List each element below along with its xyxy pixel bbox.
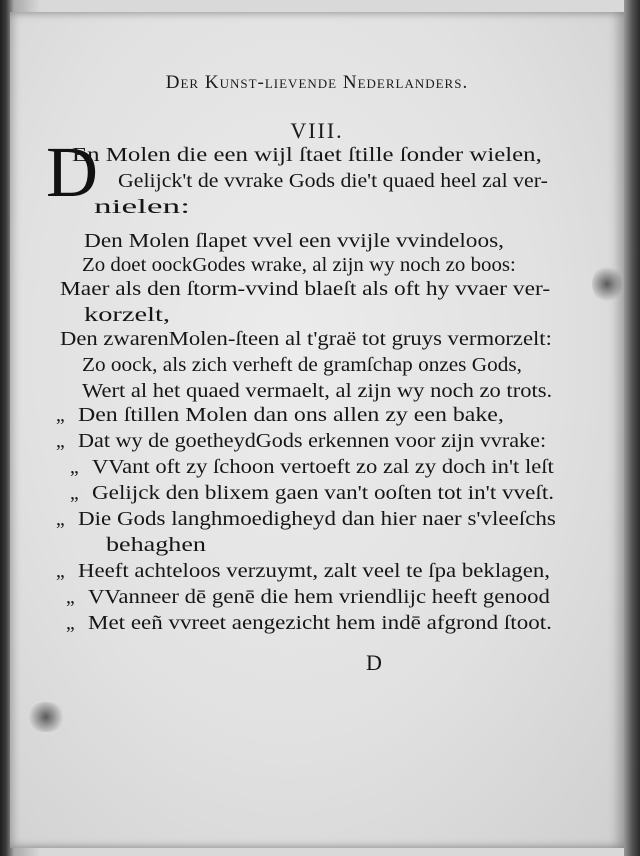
quote-mark: „ [70,457,79,478]
quote-mark: „ [70,483,79,504]
quote-mark: „ [56,561,65,582]
quote-mark: „ [66,587,75,608]
verse-line [66,612,552,636]
drop-cap: D [46,132,98,212]
verse-line [56,560,550,584]
verse-line-text: Met eeñ vvreet aengezicht hem indē afgrond ſtoot. [88,613,552,634]
verse-line-text: Den zwarenMolen-ſteen al t'graë tot gruys vermorzelt: [60,329,552,350]
verse-line [72,144,542,168]
verse-line-text: korzelt, [84,305,170,326]
verse-line-text: Zo oock, als zich verheft de gramſchap onzes Gods, [82,355,522,376]
verse-line [70,482,555,506]
verse-line [56,508,556,532]
running-head: Der Kunst-lievende Nederlanders. [165,72,469,93]
verse-line [118,170,548,194]
verse-line [82,354,522,378]
verse-line-text: Die Gods langhmoedigheyd dan hier naer s'vleeſchs [78,509,556,530]
verse-line-text: nielen: [94,197,191,218]
verse-line [60,278,551,302]
verse-line [56,404,504,428]
verse-line-text: Dat wy de goetheydGods erkennen voor zijn vvrake: [78,431,547,452]
verse-line [82,254,516,278]
ink-smudge [592,264,622,304]
verse-line [84,230,505,254]
verse-line-text: En Molen die een wijl ſtaet ſtille ſonder wielen, [72,145,542,166]
verse-line-text: Heeft achteloos verzuymt, zalt veel te ſpa beklagen, [78,561,550,582]
verse-line-text: Den ſtillen Molen dan ons allen zy een bake, [78,405,504,426]
page-edge [624,0,640,856]
quote-mark: „ [56,431,65,452]
verse-line [94,196,191,220]
section-numeral: VIII. [290,118,344,143]
verse-line-text: Gelijck't de vvrake Gods die't quaed heel zal ver- [118,171,548,192]
verse-line [56,430,547,454]
book-page [10,12,624,848]
verse-line [82,380,553,404]
quote-mark: „ [56,509,65,530]
verse-line [66,586,550,610]
verse-line-text: Maer als den ſtorm-vvind blaeſt als oft hy vvaer ver- [60,279,551,300]
verse-line-text: Den Molen ſlapet vvel een vvijle vvindeloos, [84,231,505,252]
signature-mark: D [366,650,382,675]
quote-mark: „ [66,613,75,634]
verse-line-text: VVanneer dē genē die hem vriendlijc heeft genood [88,587,550,608]
ink-smudge [26,702,66,732]
verse-line-text: VVant oft zy ſchoon vertoeft zo zal zy doch in't leſt [92,457,554,478]
verse-line-text: Zo doet oockGodes wrake, al zijn wy noch zo boos: [82,255,516,276]
verse-line [70,456,554,480]
verse-line [60,328,552,352]
quote-mark: „ [56,405,65,426]
verse-line-text: Gelijck den blixem gaen van't ooſten tot in't vveſt. [92,483,555,504]
verse-line [106,534,206,558]
verse-line-text: Wert al het quaed vermaelt, al zijn wy noch zo trots. [82,381,553,402]
verse-line-text: behaghen [106,535,206,556]
verse-line [84,304,170,328]
